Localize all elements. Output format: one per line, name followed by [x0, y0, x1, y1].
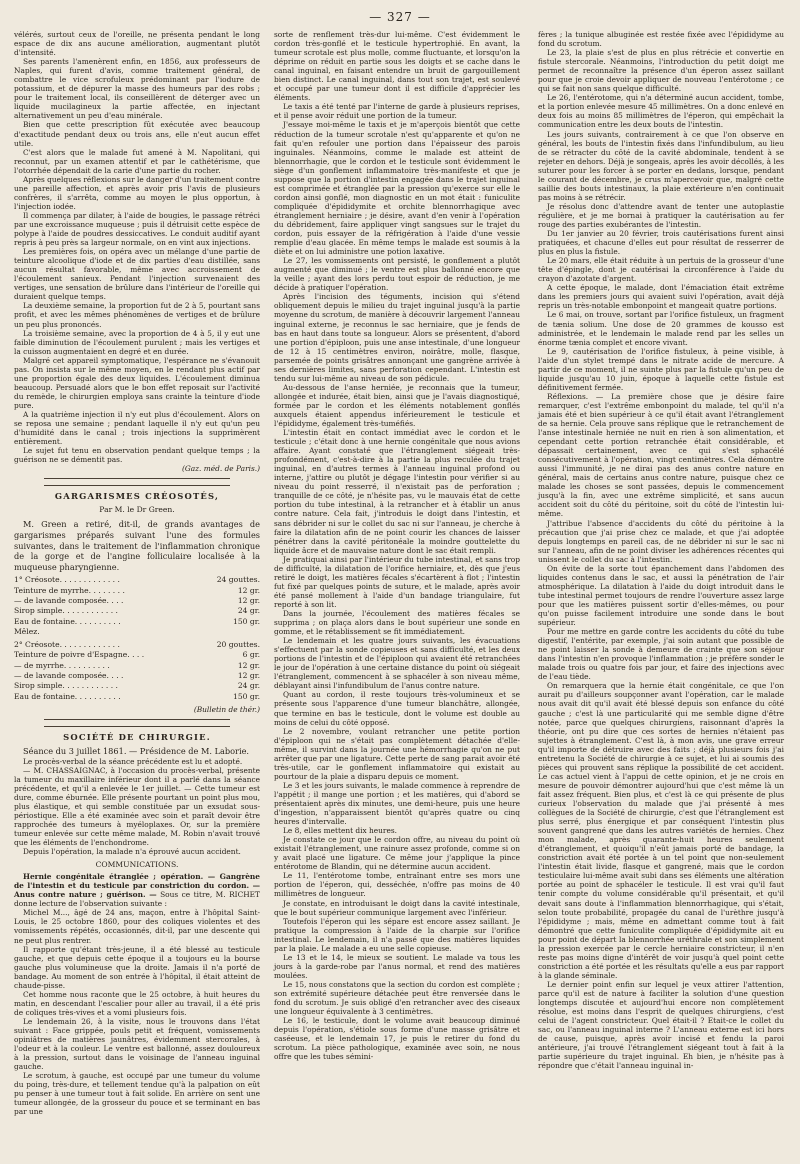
- formula-table-1: [14, 575, 260, 637]
- ingredient: 1° Créosote. . . . . . . . . . . . .: [14, 575, 120, 585]
- formula-row: [14, 575, 260, 585]
- formula-row: [14, 661, 260, 671]
- paragraph: Après l'incision des téguments, incision qui s'étend obliquement depuis le milieu du trajet inguinal jusqu'à la partie moyenne du scrotum, de manière à découvrir largement l'anneau inguinal externe, je reconnus le sac herniaire, que je fends de bas en haut dans toute sa longueur. Alors se présentent, d'abord une portion d'épiploon, puis une anse intestinale, d'une longueur de 12 à 15 centimètres environ, noirâtre, molle, flasque, parsemée de points grisâtres annonçant une gangrène arrivée à ses dernières limites, sans perforation cependant. L'intestin est tendu sur lui-même au niveau de son pédicule.: [274, 292, 520, 383]
- article-author: Par M. le Dr Green.: [99, 505, 175, 515]
- source-citation: (Bulletin de thér.): [193, 704, 260, 714]
- quantity: 24 gr.: [237, 606, 260, 616]
- section-title-gargarismes: GARGARISMES CRÉOSOTÉS,: [54, 491, 220, 502]
- quantity: 12 gr.: [237, 660, 260, 670]
- ingredient: — de lavande composée. . . .: [14, 595, 124, 605]
- quantity: 20 gouttes.: [216, 640, 260, 650]
- paragraph: Toutefois l'éperon qui les sépare est encore assez saillant. Je pratique la compression à l'aide de la charpie sur l'orifice intestinal. Le lendemain, il n'a passé que des matières liquides par la plaie. Le malade a eu une selle copieuse.: [274, 916, 520, 953]
- ingredient: — de lavande composée. . . .: [14, 671, 124, 681]
- paragraph: Du 1er janvier au 20 février, trois cautérisations furent ainsi pratiquées, et chacune d'elles eut pour résultat de resserrer de plus en plus la fistule.: [538, 229, 784, 257]
- formula-row: [14, 617, 260, 627]
- paragraph: Pour me mettre en garde contre les accidents du côté du tube digestif, l'entérite, par exemple, j'ai soin autant que possible de ne point laisser la sonde à demeure de crainte que son séjour dans l'intestin n'en provoque l'inflammation ; je préfère sonder le malade trois ou quatre fois par jour, et faire des injections avec de l'eau tiède.: [538, 627, 784, 682]
- paragraph: Michel M..., âgé de 24 ans, maçon, entre à l'hôpital Saint-Louis, le 25 octobre 1860, pour des coliques violentes et des vomissements répétés, occasionnés, dit-il, par une descente qui ne peut plus rentrer.: [14, 908, 260, 945]
- paragraph: Je constate, en introduisant le doigt dans la cavité intestinale, que le bout supérieur communique largement avec l'inférieur.: [274, 898, 520, 917]
- paragraph: Le 13 et le 14, le mieux se soutient. Le malade va tous les jours à la garde-robe par l'anus normal, et rend des matières moulées.: [274, 952, 520, 980]
- paragraph: Le 27, les vomissements ont persisté, le gonflement a plutôt augmenté que diminué ; le ventre est plus ballonné encore que la veille ; ayant des lors perdu tout espoir de réduction, je me décide à pratiquer l'opération.: [274, 256, 520, 293]
- paragraph: C'est alors que le malade fut amené à M. Napolitani, qui reconnut, par un examen attentif et par le cathétérisme, que l'otorrhée dépendait de la carie d'une partie du rocher.: [14, 147, 260, 175]
- quantity: 150 gr.: [233, 691, 260, 701]
- paragraph: Le 23, la plaie s'est de plus en plus rétrécie et convertie en fistule stercorale. Néanmoins, l'introduction du petit doigt me permet de reconnaître la présence d'un éperon assez saillant pour que je croie devoir appliquer de nouveau l'entérotome ; ce qui se fait non sans quelque difficulté.: [538, 48, 784, 94]
- paragraph: J'essaye moi-même le taxis et je m'aperçois bientôt que cette réduction de la tumeur scrotale n'est qu'apparente et qu'on ne fait qu'en refouler une portion dans l'épaisseur des parois inguinales. Néanmoins, comme le malade est atteint de blennorrhagie, que le cordon et le testicule sont évidemment le siège d'un gonflement inflammatoire très-manifeste et que je suppose que la portion d'intestin engagée dans le trajet inguinal est comprimée et étranglée par la pression qu'exerce sur elle le cordon ainsi gonflé, mon diagnostic en un mot était : funiculite compliquée d'épididymite et orchite blennorrhagique avec étranglement herniaire ; je désire, avant d'en venir à l'opération du débridement, faire appliquer vingt sangsues sur le trajet du cordon, puis essayer de la réfrigération à l'aide d'une vessie remplie d'eau glacée. En même temps le malade est soumis à la diète et on lui administre une potion laxative.: [274, 120, 520, 257]
- paragraph: Le 16, le testicule, dont le volume avait beaucoup diminué depuis l'opération, s'étiole sous forme d'une masse grisâtre et caséeuse, et le lendemain 17, je puis le retirer du fond du scrotum. La pièce pathologique, examinée avec soin, ne nous offre que les tubes sémini-: [274, 1016, 520, 1062]
- paragraph: Le 2 novembre, voulant retrancher une petite portion d'épiploon qui ne s'était pas complètement détachée d'elle-même, il survint dans la journée une hémorrhagie qu'on ne put arrêter que par une ligature. Cette perte de sang parait avoir été très-utile, car le gonflement inflammatoire qui existait au pourtour de la plaie a disparu depuis ce moment.: [274, 726, 520, 781]
- paragraph: Le lendemain et les quatre jours suivants, les évacuations s'effectuent par la sonde copieuses et sans difficulté, et les deux portions de l'intestin et de l'épiploon qui avaient été retranchées le jour de l'opération à une certaine distance du point où siégeait l'étranglement, commencent à se sphacéler à son niveau même, déblayant ainsi l'infundibulum de l'anus contre nature.: [274, 636, 520, 691]
- paragraph: Sous ce titre, M. RICHET donne lecture de l'observation suivante :: [14, 890, 260, 909]
- paragraph: Je pratiquai ainsi par l'intérieur du tube intestinal, et sans trop de difficulté, la dilatation de l'orifice herniaire, et, dès que j'eus retiré le doigt, les matières fécales s'écartèrent à flot ; l'intestin fut fixé par quelques points de suture, et le malade, après avoir été pansé mollement à l'aide d'un bandage triangulaire, fut reporté à son lit.: [274, 554, 520, 609]
- column-left: [14, 30, 260, 1116]
- paragraph: Bien que cette prescription fût exécutée avec beaucoup d'exactitude pendant deux ou trois ans, elle n'eut aucun effet utile.: [14, 120, 260, 148]
- paragraph: Au-dessous de l'anse herniée, je reconnais que la tumeur, allongée et indurée, était bien, ainsi que je l'avais diagnostiqué, formée par le cordon et les éléments notablement gonflés auxquels étaient appendus inférieurement le testicule et l'épididyme, également très-tuméfiés.: [274, 382, 520, 429]
- paragraph: J'attribue l'absence d'accidents du côté du péritoine à la précaution que j'ai prise chez ce malade, et que j'ai adoptée depuis longtemps en pareil cas, de ne débrider ni sur le sac ni sur l'anneau, afin de ne point diviser les adhérences récentes qui unissent le collet du sac à l'intestin.: [538, 518, 784, 564]
- quantity: 12 gr.: [237, 585, 260, 595]
- paragraph: Le procès-verbal de la séance précédente est lu et adopté.: [23, 756, 243, 766]
- quantity: 12 gr.: [237, 671, 260, 681]
- formula-row: [14, 681, 260, 691]
- paragraph: Le 3 et les jours suivants, le malade commence à reprendre de l'appétit ; il mange une portion ; et les matières, qui d'abord se présentaient après dix minutes, une demi-heure, puis une heure d'ingestion, n'apparaissent bientôt qu'après quatre ou cinq heures d'intervalle.: [274, 780, 520, 827]
- session-line: Séance du 3 juillet 1861. — Présidence de M. Laborie.: [23, 746, 250, 757]
- column-right: [538, 30, 784, 1070]
- ornamental-divider: [44, 478, 230, 486]
- ornamental-divider: [44, 719, 230, 727]
- ingredient: — de myrrhe. . . . . . . . . .: [14, 660, 110, 670]
- ingredient: Eau de fontaine. . . . . . . . . .: [14, 616, 121, 626]
- paragraph: On évite de la sorte tout épanchement dans l'abdomen des liquides contenus dans le sac, et aussi la pénétration de l'air atmosphérique. La dilatation à l'aide du doigt introduit dans le tube intestinal permet toujours de rendre l'ouverture assez large pour que les matières puissent sortir d'elles-mêmes, ou pour qu'on puisse facilement introduire une sonde dans le bout supérieur.: [538, 563, 784, 628]
- paragraph: Les jours suivants, contrairement à ce que l'on observe en général, les bouts de l'intestin fixés dans l'infundibulum, au lieu de se rétracter du côté de la cavité abdominale, tendent à se rejeter en dehors. Déjà je songeais, après les avoir décollés, à les suturer pour les forcer à se porter en dedans, lorsque, pendant le courant de décembre, je crus m'apercevoir que, malgré cette saillie des bouts intestinaux, la plaie extérieure n'en continuait pas moins à se rétrécir.: [538, 129, 784, 202]
- section-title-societe: SOCIÉTÉ DE CHIRURGIE.: [63, 731, 211, 742]
- quantity: 6 gr.: [242, 650, 260, 660]
- paragraph: Malgré cet appareil symptomatique, l'espérance ne s'évanouit pas. On insista sur le même moyen, en le rendant plus actif par une proportion égale des deux liquides. L'écoulement diminua beaucoup. Persuadé alors que le bon effet reposait sur l'activité du remède, le chirurgien employa sans crainte la teinture d'iode pure.: [14, 355, 260, 410]
- paragraph: Le 9, cautérisation de l'orifice fistuleux, à peine visible, à l'aide d'un stylet trempé dans le nitrate acide de mercure. A partir de ce moment, il ne suinte plus par la fistule qu'un peu de liquide jusqu'au 10 juin, époque à laquelle cette fistule est définitivement fermée.: [538, 346, 784, 392]
- paragraph: sorte de renflement très-dur lui-même. C'est évidemment le cordon très-gonflé et le testicule hypertrophié. En avant, la tumeur scrotale est plus molle, comme fluctuante, et lorsqu'on la déprime on réduit en partie sous les doigts et se cache dans le canal inguinal, en faisant entendre un bruit de gargouillement bien distinct. Le canal inguinal, dans tout son trajet, est soulevé et occupé par une tumeur dont il est difficile d'apprécier les éléments.: [274, 30, 520, 103]
- ingredient: Eau de fontaine. . . . . . . . . .: [14, 691, 121, 701]
- paragraph: Le 6 mai, on trouve, sortant par l'orifice fistuleux, un fragment de tænia solium. Une dose de 20 grammes de kousso est administrée, et le lendemain le malade rend par les selles un énorme tænia complet et encore vivant.: [538, 310, 784, 347]
- formula-row: [14, 606, 260, 616]
- source-citation: (Gaz. méd. de Paris.): [181, 464, 260, 474]
- formula-row: [14, 650, 260, 660]
- paragraph: Je résolus donc d'attendre avant de tenter une autoplastie régulière, et je me bornai à pratiquer la cautérisation au fer rouge des parties exubérantes de l'intestin.: [538, 201, 784, 229]
- formula-row: [14, 596, 260, 606]
- paragraph: Le 8, elles mettent dix heures.: [283, 826, 397, 836]
- paragraph: Le 11, l'entérotome tombe, entraînant entre ses mors une portion de l'éperon, qui, desséchée, n'offre pas moins de 40 millimètres de longueur.: [274, 871, 520, 899]
- formula-row: [14, 671, 260, 681]
- ingredient: Teinture de myrrhe. . . . . . . .: [14, 585, 125, 595]
- paragraph: A cette époque, le malade, dont l'émaciation était extrême dans les premiers jours qui avaient suivi l'opération, avait déjà repris un très-notable embonpoint et mangeait quatre portions.: [538, 283, 784, 311]
- paragraph: Depuis l'opération, la malade n'a éprouvé aucun accident.: [23, 847, 241, 857]
- column-middle: [274, 30, 520, 1061]
- page-number: — 327 —: [369, 10, 431, 24]
- paragraph: Le lendemain 26, à la visite, nous le trouvons dans l'état suivant : Face grippée, pouls petit et fréquent, vomissements opiniâtres de matières jaunâtres, évidemment stercorales, à l'odeur et à la couleur. Le ventre est ballonné, assez douloureux à la pression, surtout dans le voisinage de l'anneau inguinal gauche.: [14, 1016, 260, 1072]
- paragraph: A la quatrième injection il n'y eut plus d'écoulement. Alors on se reposa une semaine ; pendant laquelle il n'y eut qu'un peu d'humidité dans le canal ; trois injections la supprimèrent entièrement.: [14, 409, 260, 447]
- paragraph: Le scrotum, à gauche, est occupé par une tumeur du volume du poing, très-dure, et tellement tendue qu'à la palpation on eût pu penser à une tumeur tout à fait solide. En arrière on sent une tumeur allongée, de la grosseur du pouce et se terminant en bas par une: [14, 1071, 260, 1117]
- ingredient: Sirop simple. . . . . . . . . . . .: [14, 681, 118, 691]
- paragraph: vélérés, surtout ceux de l'oreille, ne présenta pendant le long espace de dix ans aucune amélioration, augmentant plutôt d'intensité.: [14, 30, 260, 58]
- paragraph: Dans la journée, l'écoulement des matières fécales se supprima ; on plaça alors dans le bout supérieur une sonde en gomme, et le rétablissement se fit immédiatement.: [274, 609, 520, 637]
- paragraph: fères ; la tunique albuginée est restée fixée avec l'épididyme au fond du scrotum.: [538, 30, 784, 49]
- formula-row: [14, 586, 260, 596]
- formula-table-2: [14, 640, 260, 702]
- paragraph: Réflexions. — La première chose que je désire faire remarquer, c'est l'extrême embonpoint du malade, tel qu'il n'a jamais été et bien supérieur à ce qu'il était avant l'étranglement de sa hernie. Cela prouve sans réplique que le retranchement de l'anse intestinale herniée ne nuit en rien à son alimentation, et cependant cette portion retranchée était considérable, et dépassait certainement, avec ce qui s'est sphacélé consécutivement à l'opération, vingt centimètres. Cela démontre aussi l'immunité, je ne dirai pas des anus contre nature en général, mais de certains anus contre nature, puisque chez ce malade les choses se sont passées, depuis le commencement jusqu'à la fin, avec une extrême simplicité, et sans aucun accident soit du côté du péritoine, soit du côté de l'intestin lui-même.: [538, 391, 784, 519]
- paragraph: Le sujet fut tenu en observation pendant quelque temps ; la guérison ne se démentit pas.: [14, 446, 260, 465]
- formula-row: [14, 692, 260, 702]
- paragraph: Le 15, nous constatons que la section du cordon est complète ; son extrémité supérieure détachée peut être renversée dans le fond du scrotum. Je suis obligé d'en retrancher avec des ciseaux une longueur équivalente à 3 centimètres.: [274, 979, 520, 1017]
- formula-row: [14, 627, 260, 637]
- paragraph: Il rapporte qu'étant très-jeune, il a été blessé au testicule gauche, et que depuis cette époque il a toujours eu la bourse gauche plus volumineuse que la droite. Jamais il n'a porté de bandage. Au moment de son entrée à l'hôpital, il était atteint de chaude-pisse.: [14, 944, 260, 990]
- ingredient: 2° Créosote. . . . . . . . . . . . .: [14, 640, 120, 650]
- paragraph: Je constate ce jour que le cordon offre, au niveau du point où existait l'étranglement, une rainure assez profonde, comme si on y avait placé une ligature. Ce même jour j'applique la pince entérotome de Blandin, qui ne détermine aucun accident.: [274, 835, 520, 872]
- quantity: 150 gr.: [233, 616, 260, 626]
- quantity: 12 gr.: [237, 595, 260, 605]
- paragraph: La troisième semaine, avec la proportion de 4 à 5, il y eut une faible diminution de l'écoulement purulent ; mais les vertiges et la cuisson augmentaient en degré et en durée.: [14, 328, 260, 356]
- paragraph: Le taxis a été tenté par l'interne de garde à plusieurs reprises, et il pense avoir réduit une portion de la tumeur.: [274, 102, 520, 121]
- paragraph: Le 26, l'entérotome, qui n'a déterminé aucun accident, tombe, et la portion enlevée mesure 45 millimètres. On a donc enlevé en deux fois au moins 85 millimètres de l'éperon, qui empêchait la communication entre les deux bouts de l'intestin.: [538, 93, 784, 130]
- paragraph: On remarquera que la hernie était congénitale, ce que l'on aurait pu d'ailleurs soupçonner avant l'opération, car le malade nous avait dit qu'il avait été blessé depuis son enfance du côté gauche ; c'est là une particularité qui me semble digne d'être notée, parce que quelques chirurgiens, raisonnant d'après la théorie, ont pu dire que ces sortes de hernies n'étaient pas sujettes à étranglement. C'est là, à mon avis, une grave erreur qu'il importe de détruire avec des faits ; déjà plusieurs fois j'ai entretenu la Société de chirurgie à ce sujet, et lui ai soumis des pièces qui prouvent sans réplique la possibilité de cet accident. Le cas actuel vient à l'appui de cette opinion, et je ne crois en mesure de pouvoir démontrer aujourd'hui que c'est même là un fait assez fréquent. Bien plus, et c'est là ce qui présente de plus curieux l'observation du malade que j'ai présenté à mes collègues de la Société de chirurgie, c'est que l'étranglement est plus serré, plus énergique et par conséquent l'intestin plus souvent gangrené que dans les autres variétés de hernies. Chez mon malade, après quarante-huit heures seulement d'étranglement, et quoiqu'il n'eût jamais porté de bandage, la constriction avait été portée à un tel point que non-seulement l'intestin était livide, flasque et gangrené, mais que le cordon testiculaire lui-même avait subi dans ses éléments une altération portée au point de sphacéler le testicule. Il est vrai qu'il faut tenir compte du volume considérable qu'il présentait, et qu'il devait sans doute à l'inflammation blennorrhagique, qui s'était, selon toute probabilité, propagée du canal de l'urèthre jusqu'à l'épididyme ; mais, même en admettant comme tout à fait démontré que cette funiculite compliquée d'épididymite ait eu pour point de départ la blennorrhée uréthrale et son simplement la pression exercée par le cercle herniaire constricteur, il n'en reste pas moins digne d'intérêt de voir jusqu'à quel point cette constriction a été portée et les résultats qu'elle a eus par rapport à la glande séminale.: [538, 681, 784, 980]
- observation-title: Hernie congénitale étranglée ; opération. — Gangrène de l'intestin et du testicule par constriction du cordon. — Anus contre nature ; guérison. —: [14, 872, 260, 900]
- quantity: 24 gr.: [237, 681, 260, 691]
- paragraph: Cet homme nous raconte que le 25 octobre, à huit heures du matin, en descendant l'escalier pour aller au travail, il a été pris de coliques très-vives et a vomi plusieurs fois.: [14, 989, 260, 1017]
- ingredient: Mêlez.: [14, 626, 40, 636]
- quantity: [200, 627, 260, 637]
- paragraph: Le 20 mars, elle était réduite à un pertuis de la grosseur d'une tête d'épingle, dont je cautérisai la circonférence à l'aide du crayon d'azotate d'argent.: [538, 256, 784, 284]
- paragraph: — M. CHASSAIGNAC, à l'occasion du procès-verbal, présente la tumeur du maxillaire inférieur dont il a parlé dans la séance précédente, et qu'il a enlevée le 1er juillet. — Cette tumeur est dure, comme éburnée. Elle présente pourtant un point plus mou, plus élastique, et qui semble constituée par un exsudat sous-périostique. Elle a été examinée avec soin et paraît devoir être rapprochée des tumeurs à myéloplaxes. Or, sur la première tumeur enlevée sur cette même malade, M. Robin n'avait trouvé que les éléments de l'enchondrome.: [14, 765, 260, 848]
- formula-row: [14, 640, 260, 650]
- subsection-title-communications: COMMUNICATIONS.: [95, 860, 179, 870]
- paragraph: Il commença par dilater, à l'aide de bougies, le passage rétréci par une excroissance muqueuse ; puis il détruisit cette espèce de polype à l'aide de poudres dessiccatives. Le conduit auditif ayant repris à peu près sa largeur normale, on en vint aux injections.: [14, 210, 260, 248]
- paragraph: Après quelques réflexions sur le danger d'un traitement contre une pareille affection, et après avoir pris l'avis de plusieurs confrères, il s'arrêta, comme au moyen le plus opportun, à l'injection iodée.: [14, 174, 260, 211]
- paragraph: Les premières fois, on opéra avec un mélange d'une partie de teinture alcoolique d'iode et de dix parties d'eau distillée, sans aucun résultat favorable, même avec accroissement de l'écoulement sanieux. Pendant l'injection survenaient des vertiges, une sensation de brûlure dans l'intérieur de l'oreille qui duraient quelque temps.: [14, 247, 260, 302]
- ingredient: Sirop simple. . . . . . . . . . . .: [14, 606, 118, 616]
- ingredient: Teinture de poivre d'Espagne. . . .: [14, 650, 145, 660]
- paragraph: L'intestin était en contact immédiat avec le cordon et le testicule ; c'était donc à une hernie congénitale que nous avions affaire. Ayant constaté que l'étranglement siégeait très-profondément, c'est-à-dire à la partie la plus reculée du trajet inguinal, en d'autres termes à l'anneau inguinal profond ou interne, j'attire ou plutôt je dégage l'intestin pour vérifier si au niveau du point resserré, il n'existait pas de perforation ; tranquille de ce côté, je n'hésite pas, vu le mauvais état de cette portion du tube intestinal, à la retrancher et à établir un anus contre nature. Cela fait, j'introduis le doigt dans l'intestin, et sans débrider ni sur le collet du sac ni sur l'anneau, je cherche à faire la dilatation afin de ne point courir les chances de laisser pénétrer dans la cavité péritonéale la moindre gouttelette du liquide âcre et de mauvaise nature dont le sac était rempli.: [274, 428, 520, 555]
- paragraph: Ses parents l'amenèrent enfin, en 1856, aux professeurs de Naples, qui furent d'avis, comme traitement général, de combattre le vice scrofuleux prédominant par l'iodure de potassium, et de dépurer la masse des humeurs par des robs ; pour le traitement local, ils conseillèrent de déterger avec un liquide mucilagineux la partie affectée, en injectant alternativement un peu d'eau minérale.: [14, 57, 260, 121]
- quantity: 24 gouttes.: [216, 575, 260, 585]
- paragraph: Quant au cordon, il reste toujours très-volumineux et se présente sous l'apparence d'une tumeur blanchâtre, allongée, que termine en bas le testicule, dont le volume est double au moins de celui du côté opposé.: [274, 690, 520, 727]
- paragraph: La deuxième semaine, la proportion fut de 2 à 5, pourtant sans profit, et avec les mêmes phénomènes de vertiges et de brûlure un peu plus prononcés.: [14, 301, 260, 329]
- paragraph: M. Green a retiré, dit-il, de grands avantages de gargarismes préparés suivant l'une des formules suivantes, dans le traitement de l'inflammation chronique de la gorge et de l'angine folliculaire localisée à la muqueuse pharyngienne.: [14, 519, 260, 572]
- paragraph: Le dernier point enfin sur lequel je veux attirer l'attention, parce qu'il est de nature à faciliter la solution d'une question longtemps discutée et aujourd'hui encore non complètement résolue, est moins dans l'esprit de quelques chirurgiens, c'est celui de l'agent constricteur. Quel était-il ? Etait-ce le collet du sac, ou l'anneau inguinal interne ? L'anneau externe est ici hors de cause, puisque, après avoir incisé et fendu la paroi antérieure, j'ai trouvé l'étranglement siégeant tout à fait à la partie supérieure du trajet inguinal. Eh bien, je n'hésite pas à répondre que c'était l'anneau inguinal in-: [538, 979, 784, 1071]
